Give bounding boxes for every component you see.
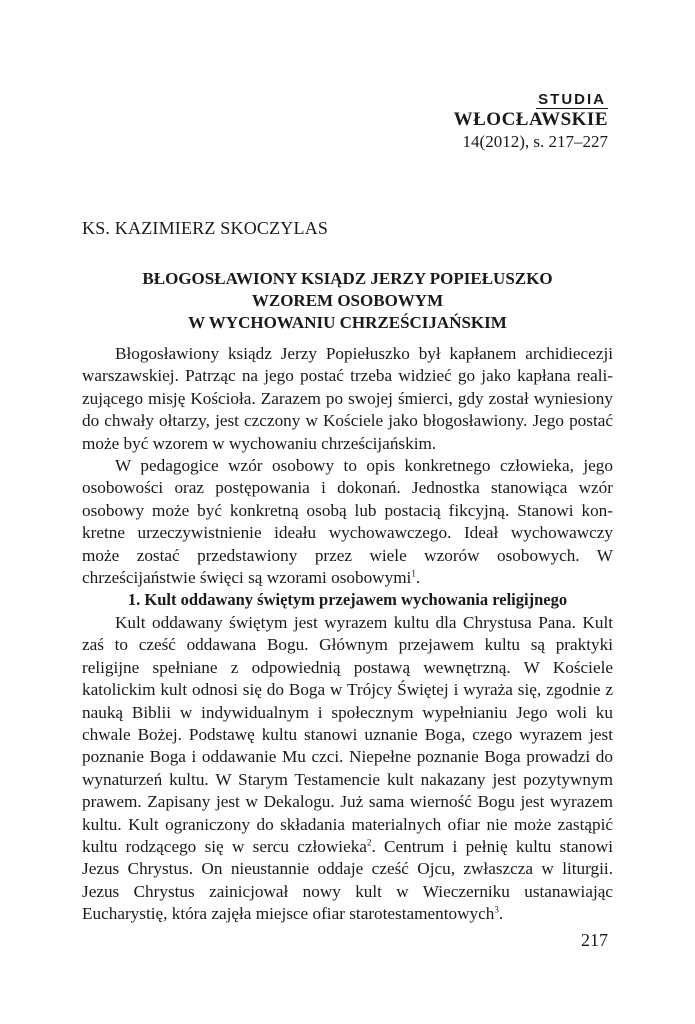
footnote-ref[interactable]: 2 (366, 837, 372, 848)
title-line: BŁOGOSŁAWIONY KSIĄDZ JERZY POPIEŁUSZKO (142, 269, 553, 288)
author-name: KS. KAZIMIERZ SKOCZYLAS (82, 218, 329, 238)
paragraph: W pedagogice wzór osobowy to opis konkretnego człowieka, jego osobowości oraz postępowania i dokonań. Jednostka stanowiąca wzór osobowy może być konkretną osobą lub postacią fikcyjną. Stanowi konkretne urzeczywistnienie ideału wychowawczego. Ideał wychowawczy może zostać przedstawiony przez wiele wzorów osobowych. W chrześcijaństwie święci są wzorami osobowymi$^1$. (82, 456, 613, 588)
section-heading: 1. Kult oddawany świętym przejawem wychowania religijnego (127, 590, 568, 609)
footnote-ref[interactable]: 3 (494, 904, 499, 915)
page-number: 217 (581, 930, 608, 950)
logo-studia: STUDIA (538, 91, 606, 108)
section-body (82, 612, 613, 926)
paragraph: Kult oddawany świętym jest wyrazem kultu dla Chrystusa Pana. Kult zaś to cześć oddawana Bogu. Głównym przejawem kultu są praktyki religijne spełniane z odpowiednią postawą wewnętrzną. W Kościele katolickim kult odnosi się do Boga w Trójcy Świętej i wyraża się, zgodnie z nauką Biblii w indywidualnym i społecznym wypełnianiu Jego woli ku chwale Bożej. Podstawę kultu stanowi uznanie Boga, czego wyrazem jest poznanie Boga i oddawanie Mu czci. Niepełne poznanie Boga prowadzi do wynaturzeń kultu. W Starym Testamencie kult nakazany jest pozytywnym prawem. Zapisany jest w Dekalogu. Już sama wierność Bogu jest wyrazem kultu. Kult ograniczony do składania materialnych ofiar nie może zastąpić kultu rodzącego się w sercu człowieka$^2$. Centrum i pełnię kultu stanowi Jezus Chrystus. On nieustannie oddaje cześć Ojcu, zwłaszcza w liturgii. Jezus Chrystus zainicjował nowy kult w Wieczerniku ustanawiając Eucharystię, która zajęła miejsce ofiar starotestamentowych$^3$. (82, 613, 613, 924)
article-title (82, 268, 613, 334)
journal-logo (454, 92, 608, 129)
issue-info: 14(2012), s. 217–227 (462, 132, 608, 151)
title-line: WZOREM OSOBOWYM (251, 291, 444, 310)
paragraph: Błogosławiony ksiądz Jerzy Popiełuszko był kapłanem archidiecezji warszawskiej. Patrząc na jego postać trzeba widzieć go jako kapłana realizującego misję Kościoła. Zarazem po swojej śmierci, gdy został wyniesiony do chwały ołtarzy, jest czczony w Kościele jako błogosławiony. Jego postać może być wzorem w wychowaniu chrześcijańskim. (82, 344, 613, 453)
logo-wloclawskie: WŁOCŁAWSKIE (453, 109, 608, 130)
intro-text (82, 343, 613, 589)
footnote-ref[interactable]: 1 (411, 568, 416, 579)
title-line: W WYCHOWANIU CHRZEŚCIJAŃSKIM (188, 313, 507, 332)
